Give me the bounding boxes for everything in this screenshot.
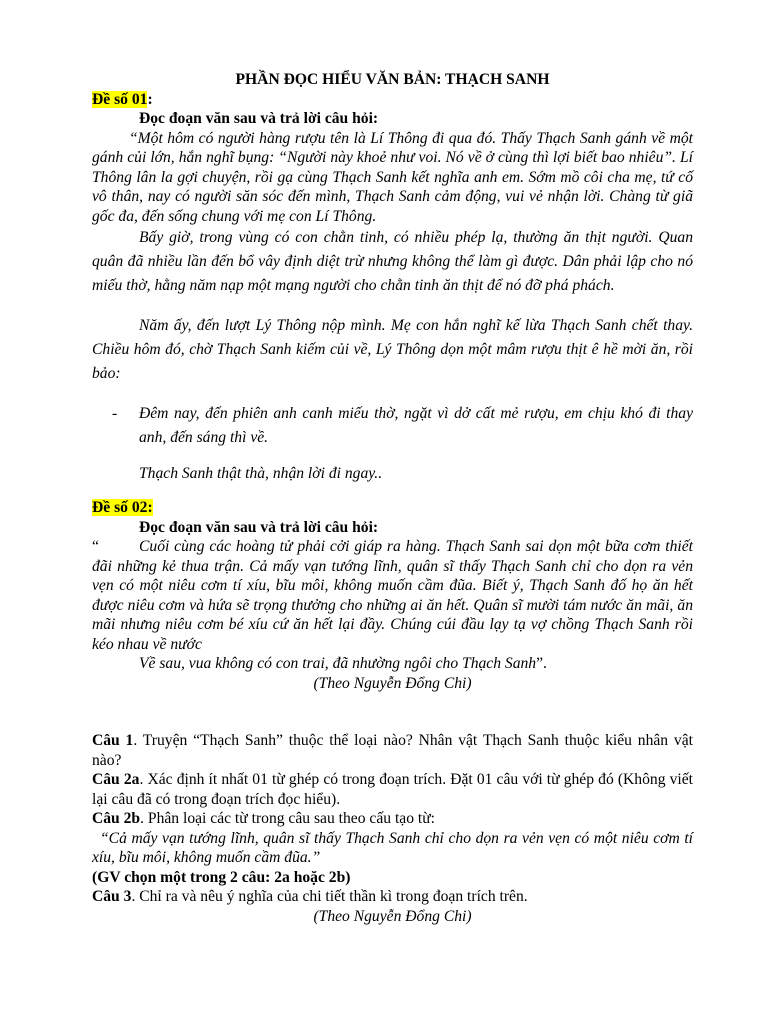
passage-1-paragraph-1: “Một hôm có người hàng rượu tên là Lí Thông đi qua đó. Thấy Thạch Sanh gánh về một gánh củi lớn, hắn nghĩ bụng: “Người này khoẻ như voi. Nó về ở cùng thì lợi biết bao nhiêu”. Lí Thông lân la gợi chuyện, rồi gạ cùng Thạch Sanh kết nghĩa anh em. Sớm mồ côi cha mẹ, tứ cố vô thân, nay có người săn sóc đến mình, Thạch Sanh cảm động, vui vẻ nhận lời. Chàng từ giã gốc đa, đến sống chung với mẹ con Lí Thông. [92, 129, 693, 225]
heading-colon: : [147, 90, 153, 108]
question-text: . Phân loại các từ trong câu sau theo cấu tạo từ: [140, 810, 436, 827]
dialogue-line [92, 402, 693, 450]
document-page [92, 70, 693, 926]
section-heading-de-2 [92, 498, 693, 518]
dialogue-text: Đêm nay, đến phiên anh canh miếu thờ, ngặt vì dở cất mẻ rượu, em chịu khó đi thay anh, đến sáng thì về. [139, 405, 693, 446]
question-text: . Chỉ ra và nêu ý nghĩa của chi tiết thần kì trong đoạn trích trên. [131, 888, 528, 905]
dash-marker: - [112, 405, 118, 422]
highlighted-label: Đề số 01 [92, 90, 148, 108]
question-label: Câu 2a [92, 771, 140, 788]
question-label: Câu 2b [92, 810, 141, 827]
instruction-de-1: Đọc đoạn văn sau và trả lời câu hỏi: [139, 110, 379, 127]
question-text: . Truyện “Thạch Sanh” thuộc thể loại nào? Nhân vật Thạch Sanh thuộc kiểu nhân vật nào? [92, 732, 693, 769]
source-citation-bottom: (Theo Nguyễn Đổng Chi) [313, 907, 472, 925]
question-3 [92, 887, 693, 907]
highlighted-label: Đề số 02: [92, 499, 153, 516]
document-title: PHẦN ĐỌC HIỂU VĂN BẢN: THẠCH SANH [235, 71, 550, 88]
source-citation: (Theo Nguyễn Đổng Chi) [313, 674, 472, 692]
passage-1-paragraph-4: Thạch Sanh thật thà, nhận lời đi ngay.. [139, 465, 383, 482]
section-heading-de-1 [92, 90, 693, 110]
passage-2-paragraph-1 [92, 537, 693, 654]
question-1 [92, 731, 693, 770]
question-2a [92, 770, 693, 809]
question-2b-quote: “Cả mấy vạn tướng lĩnh, quân sĩ thấy Thạch Sanh chỉ cho dọn ra vẻn vẹn có một niêu cơm tí xíu, bĩu môi, không muốn cầm đũa.” [92, 829, 693, 866]
passage-2-paragraph-2 [92, 654, 693, 674]
passage-2-ending: Về sau, vua không có con trai, đã nhường ngôi cho Thạch Sanh [139, 655, 537, 672]
opening-quote: “ [92, 538, 99, 555]
closing-quote: ”. [536, 655, 547, 672]
question-2b [92, 809, 693, 829]
instruction-de-2: Đọc đoạn văn sau và trả lời câu hỏi: [139, 518, 379, 536]
passage-1-paragraph-3: Năm ấy, đến lượt Lý Thông nộp mình. Mẹ con hắn nghĩ kế lừa Thạch Sanh chết thay. Chiều hôm đó, chờ Thạch Sanh kiếm củi về, Lý Thông dọn một mâm rượu thịt ê hề mời ăn, rồi bảo: [92, 317, 693, 382]
question-label: Câu 3 [92, 888, 132, 905]
passage-2-text: Cuối cùng các hoàng tử phải cởi giáp ra hàng. Thạch Sanh sai dọn một bữa cơm thiết đãi những kẻ thua trận. Cả mấy vạn tướng lĩnh, quân sĩ thấy Thạch Sanh chỉ cho dọn ra vẻn vẹn có một niêu cơm tí xíu, bĩu môi, không muốn cầm đũa. Biết ý, Thạch Sanh đố họ ăn hết được niêu cơm và hứa sẽ trọng thưởng cho những ai ăn hết. Quân sĩ mười tám nước ăn mãi, ăn mãi nhưng niêu cơm bé xíu cứ ăn hết lại đầy. Chúng cúi đầu lạy tạ vợ chồng Thạch Sanh rồi kéo nhau về nước [92, 538, 693, 653]
question-text: . Xác định ít nhất 01 từ ghép có trong đoạn trích. Đặt 01 câu với từ ghép đó (Không viết lại câu đã có trong đoạn trích đọc hiểu). [92, 771, 693, 808]
passage-1-paragraph-2: Bấy giờ, trong vùng có con chằn tinh, có nhiều phép lạ, thường ăn thịt người. Quan quân đã nhiều lần đến bổ vây định diệt trừ nhưng không thể làm gì được. Dân phải lập cho nó miếu thờ, hằng năm nạp một mạng người cho chằn tinh ăn thịt để nó đỡ phá phách. [92, 229, 693, 294]
teacher-note: (GV chọn một trong 2 câu: 2a hoặc 2b) [92, 868, 351, 886]
question-label: Câu 1 [92, 732, 134, 749]
